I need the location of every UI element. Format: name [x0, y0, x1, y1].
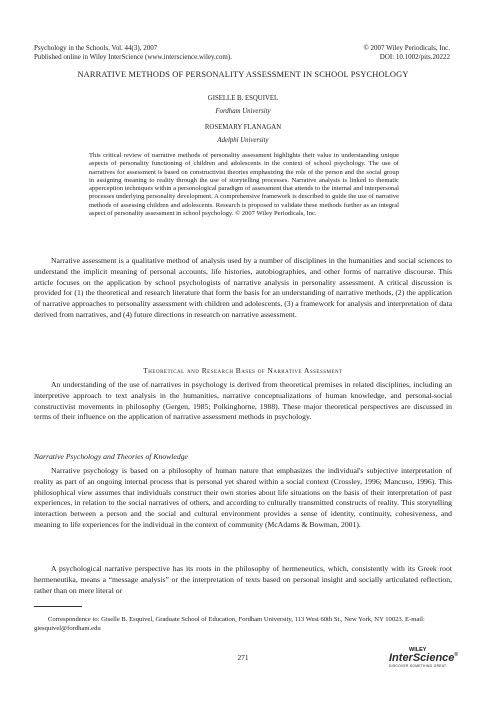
article-title: NARRATIVE METHODS OF PERSONALITY ASSESSMENT IN SCHOOL PSYCHOLOGY [77, 70, 409, 79]
interscience-wordmark: InterScience® [389, 652, 459, 664]
journal-citation: Psychology in the Schools, Vol. 44(3), 2007 [34, 44, 158, 52]
correspondence-footnote: Correspondence to: Giselle B. Esquivel, Graduate School of Education, Fordham University, 113 West 60th St., New York, NY 10023. E-mail: giesquivel@fordham.edu [34, 616, 425, 632]
wiley-wordmark: WILEY [409, 647, 427, 653]
author-name-1: GISELLE B. ESQUIVEL [207, 95, 279, 102]
running-header-left [34, 44, 232, 61]
subsection-paragraph-1: Narrative psychology is based on a philosophy of human nature that emphasizes the individual's subjective interpretation of reality as part of an ongoing internal process that is personal yet shared within a social context (Crossley, 1996; Mancuso, 1996). This philosophical view assumes that individuals construct their own stories about life situations on the basis of their interpretation of past experiences, in relation to the social narratives of others, and according to culturally transmitted constructs of reality. This storytelling interaction between a person and the social and cultural environment provides a sense of identity, continuity, cohesiveness, and meaning to life experiences for the individual in the context of community (McAdams & Bowman, 2001). [34, 466, 452, 529]
page-number: 271 [237, 653, 249, 662]
running-header-right [363, 44, 450, 61]
abstract: This critical review of narrative methods of personality assessment highlights their value in understanding unique aspects of personality functioning of children and adolescents in the context of school psychology. The use of narratives for assessment is based on constructivist theories emphasizing the role of the person and the social group in assigning meaning to reality through the use of storytelling processes. Narrative analysis is linked to thematic apperception techniques within a personological paradigm of assessment that attends to the internal and interpersonal processes underlying personality development. A comprehensive framework is described to guide the use of narrative methods of assessing children and adolescents. Research is proposed to validate these methods further as an integral aspect of personality assessment in school psychology. © 2007 Wiley Periodicals, Inc. [89, 152, 399, 218]
author-affiliation-2: Adelphi University [217, 137, 269, 144]
author-name-2: ROSEMARY FLANAGAN [204, 124, 282, 131]
intro-paragraph: Narrative assessment is a qualitative method of analysis used by a number of disciplines in the humanities and social sciences to understand the implicit meaning of personal accounts, life histories, autobiographies, and other forms of narrative discourse. This article focuses on the application by school psychologists of narrative analysis in personality assessment. A critical discussion is provided for (1) the theoretical and research literature that form the basis for an understanding of narrative methods, (2) the application of narrative approaches to personality assessment with children and adolescents, (3) a framework for analysis and interpretation of data derived from narratives, and (4) future directions in research on narrative assessment. [34, 256, 452, 319]
footnote-divider [34, 606, 82, 607]
online-publication-note: Published online in Wiley InterScience (www.interscience.wiley.com). [34, 52, 232, 61]
doi-line: DOI: 10.1002/pits.20222 [379, 52, 450, 61]
subsection-paragraph-2: A psychological narrative perspective has its roots in the philosophy of hermeneutics, which, consistently with its Greek root hermeneutika, means a “message analysis” or the interpretation of texts based on personal insight and socially articulated reflection, rather than on mere literal or [34, 564, 452, 595]
section-heading: Theoretical and Research Bases of Narrative Assessment [143, 366, 343, 375]
author-affiliation-1: Fordham University [215, 108, 271, 115]
copyright-line: © 2007 Wiley Periodicals, Inc. [363, 44, 450, 52]
section-paragraph: An understanding of the use of narratives in psychology is derived from theoretical premises in related disciplines, including an interpretive approach to text analysis in the humanities, narrative conceptualizations of human knowledge, and personal-social constructivist movements in philosophy (Gergen, 1985; Polkinghorne, 1988). These major theoretical perspectives are discussed in terms of their influence on the application of narrative assessment methods in psychology. [34, 380, 452, 422]
wiley-interscience-logo [389, 647, 459, 693]
logo-tagline: DISCOVER SOMETHING GREAT [389, 664, 447, 668]
subsection-heading: Narrative Psychology and Theories of Knowledge [34, 452, 188, 461]
